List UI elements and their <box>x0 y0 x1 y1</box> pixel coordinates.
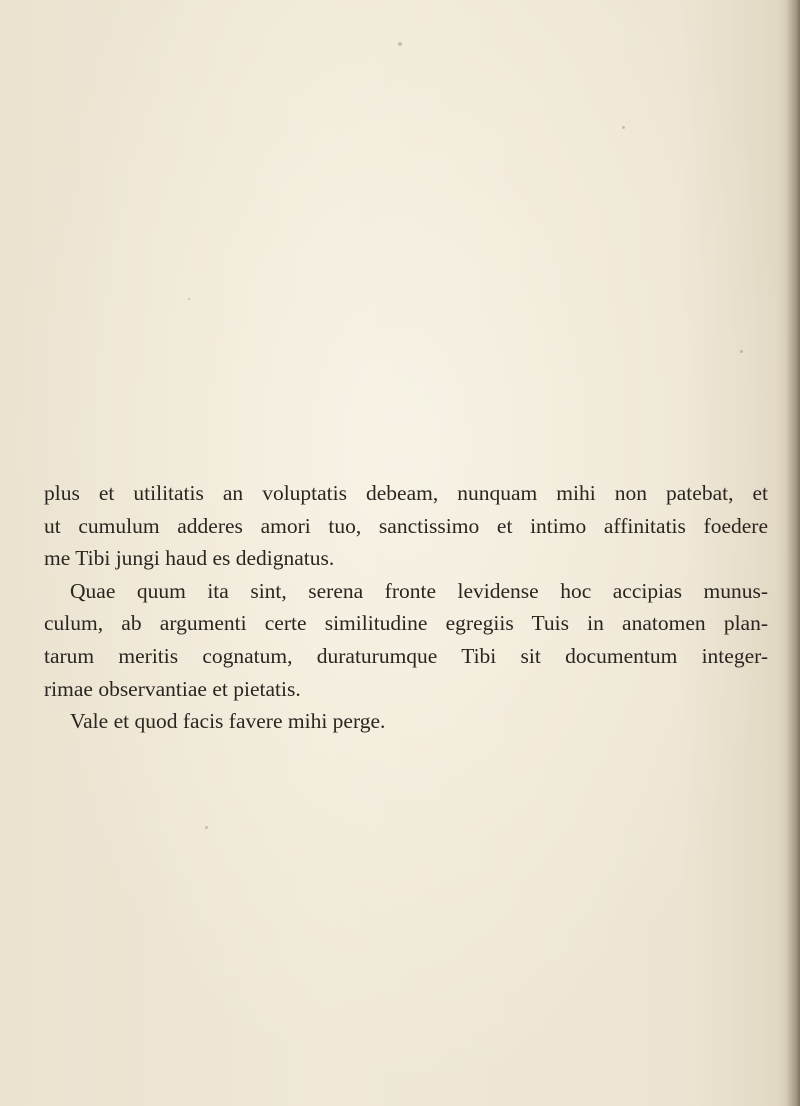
text-line-8: Vale et quod facis favere mihi perge. <box>70 709 386 734</box>
text-line-7: rimae observantiae et pietatis. <box>44 676 301 701</box>
page-edge-shadow <box>786 0 800 1106</box>
text-line-4: Quae quum ita sint, serena fronte levidense hoc accipias munus- <box>70 578 768 603</box>
paper-speck <box>622 126 625 129</box>
paper-speck <box>188 298 190 300</box>
letter-body <box>44 477 768 738</box>
paper-speck <box>205 826 208 829</box>
text-line-2: ut cumulum adderes amori tuo, sanctissimo et intimo affinitatis foedere <box>44 513 768 538</box>
paper-speck <box>740 350 743 353</box>
text-line-5: culum, ab argumenti certe similitudine egregiis Tuis in anatomen plan- <box>44 611 768 636</box>
text-line-6: tarum meritis cognatum, duraturumque Tibi sit documentum integer- <box>44 643 768 668</box>
paper-speck <box>398 42 402 46</box>
text-line-3: me Tibi jungi haud es dedignatus. <box>44 546 335 571</box>
text-line-1: plus et utilitatis an voluptatis debeam, nunquam mihi non patebat, et <box>44 481 768 505</box>
